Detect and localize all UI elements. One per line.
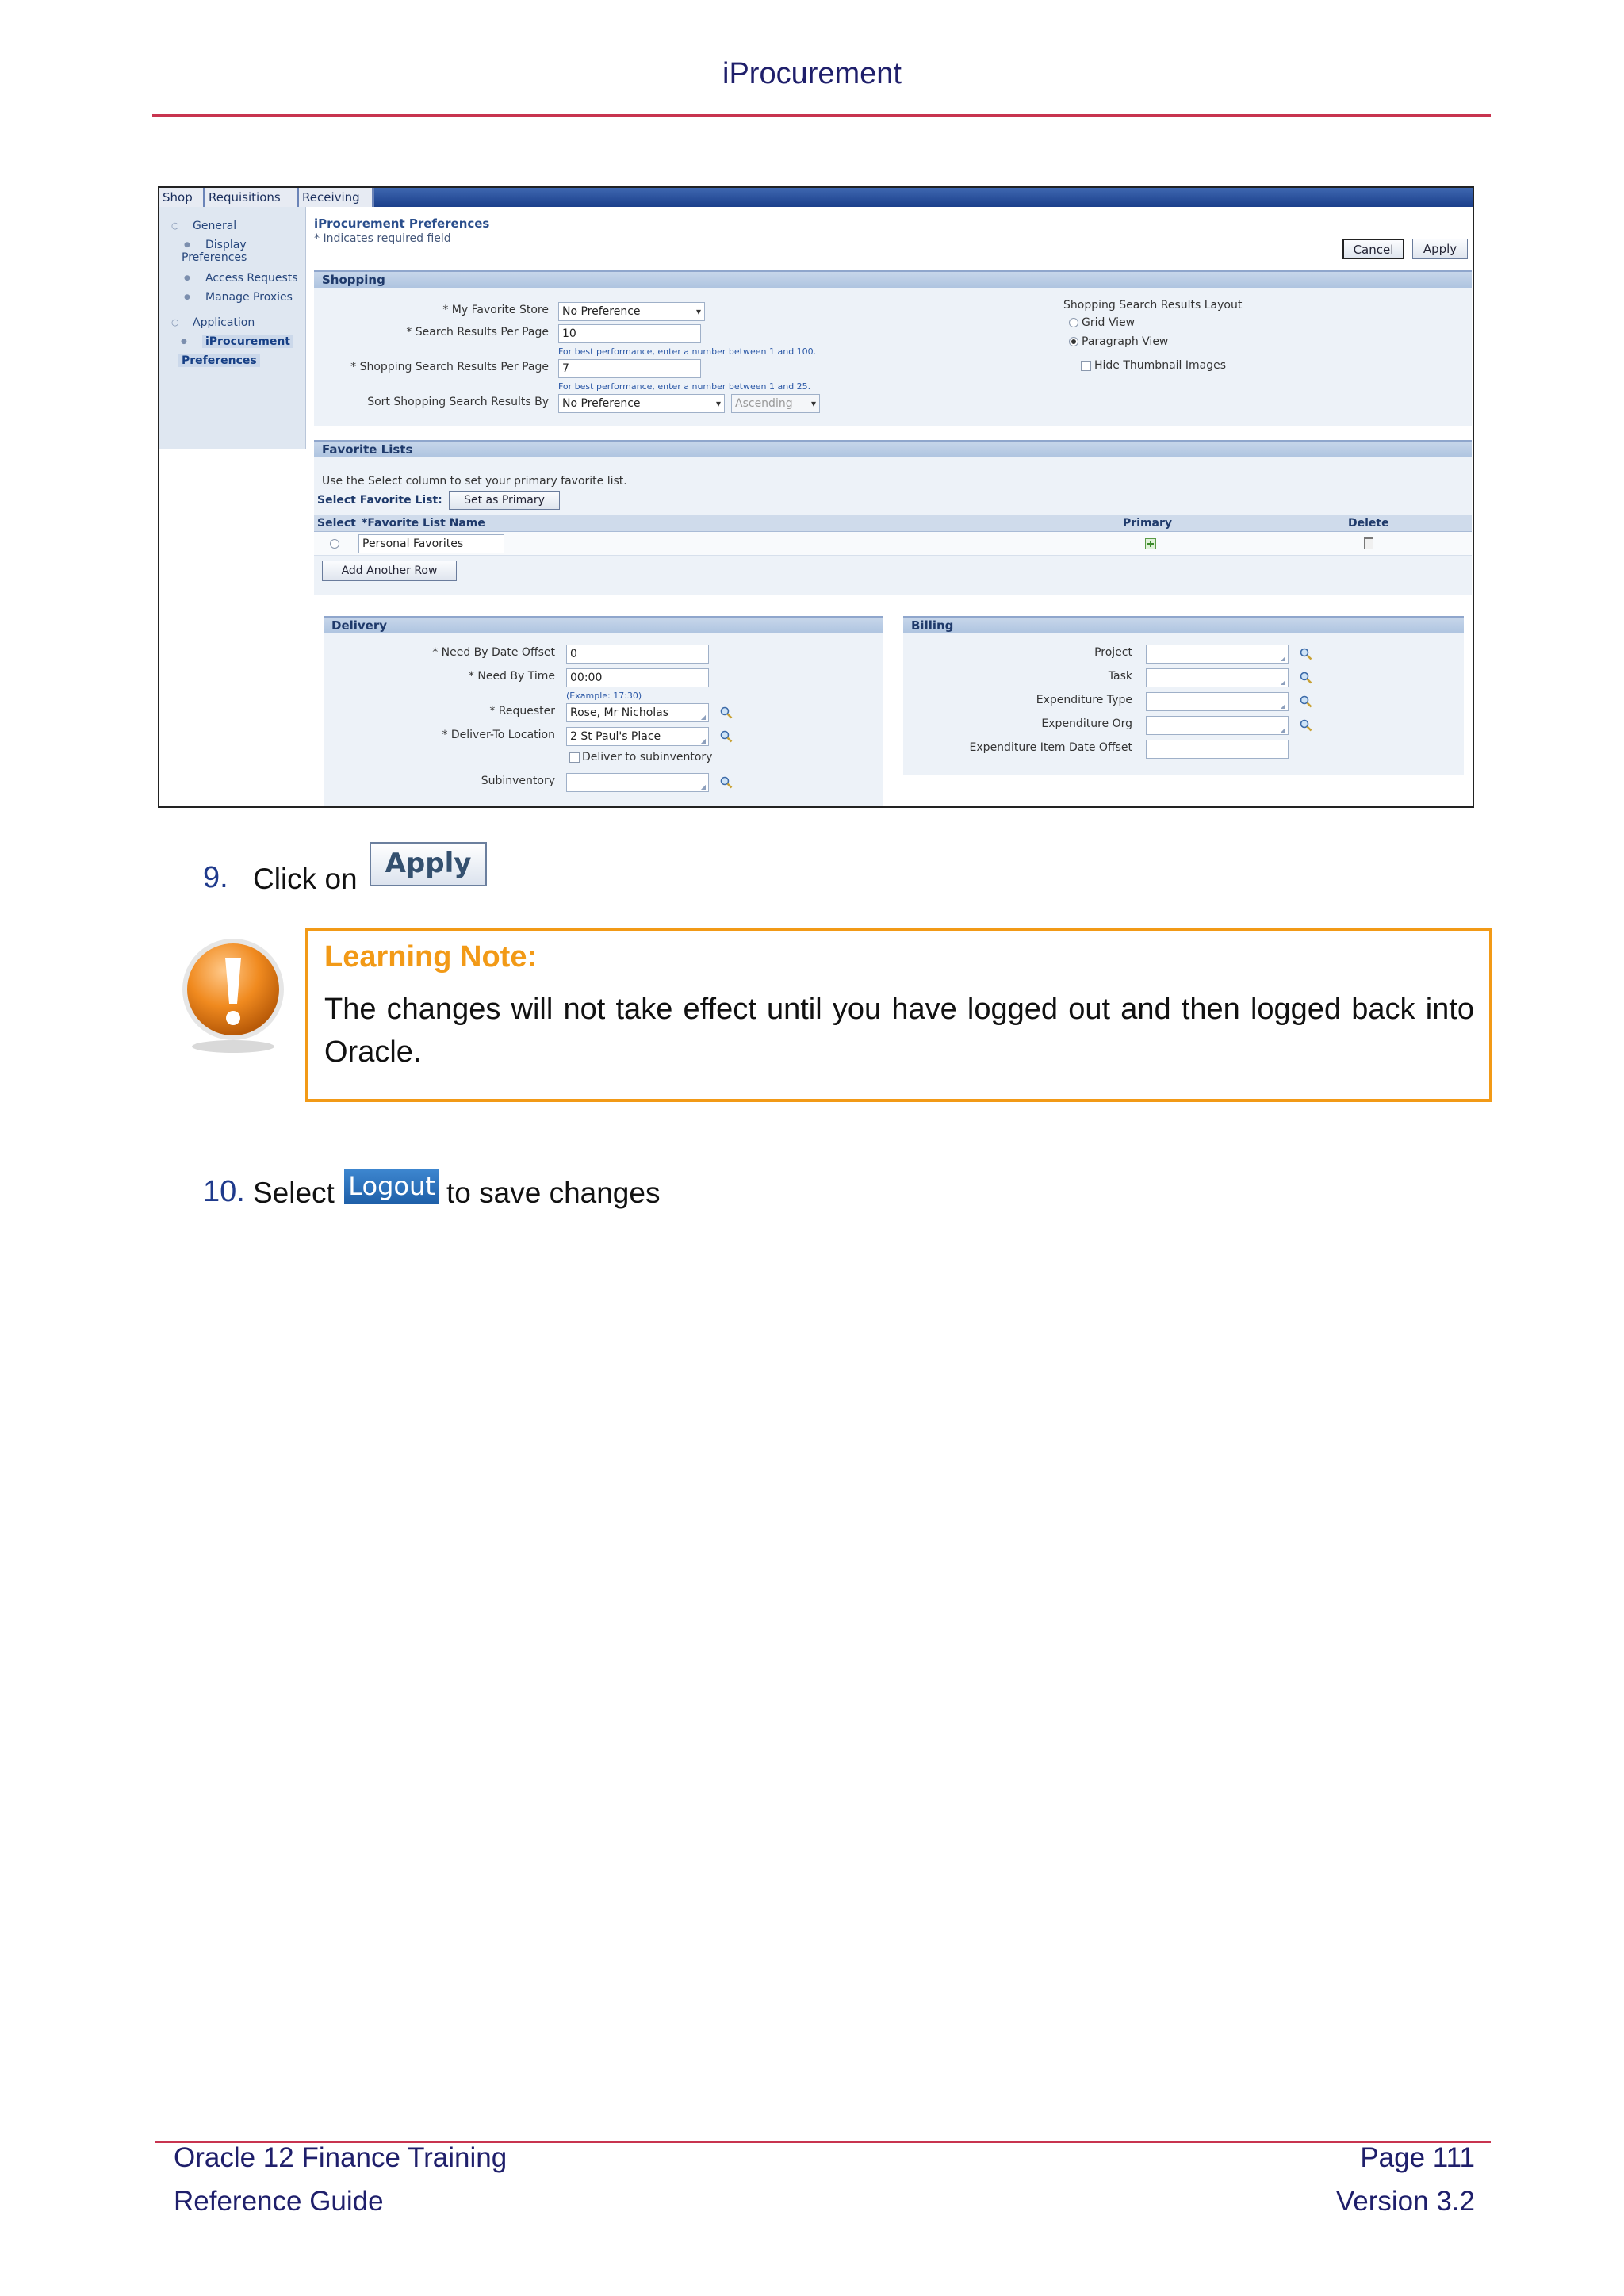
col-select: Select xyxy=(317,517,356,530)
sort-order-select[interactable]: Ascending ▾ xyxy=(731,394,820,413)
page-header: iProcurement xyxy=(722,57,902,90)
expenditure-date-input[interactable] xyxy=(1146,740,1289,759)
add-another-row-button[interactable]: Add Another Row xyxy=(322,561,457,581)
footer-version: Version 3.2 xyxy=(1335,2186,1475,2217)
col-delete: Delete xyxy=(1348,517,1389,530)
shop-results-input[interactable]: 7 xyxy=(558,359,701,378)
results-per-page-input[interactable]: 10 xyxy=(558,324,701,343)
favorite-store-select[interactable]: No Preference ▾ xyxy=(558,302,705,321)
step-9-number: 9. xyxy=(203,861,228,894)
expenditure-org-label: Expenditure Org xyxy=(1041,718,1132,730)
favorite-lists-section xyxy=(314,440,1472,595)
search-icon[interactable] xyxy=(720,730,733,743)
search-icon[interactable] xyxy=(1300,719,1312,732)
tab-receiving[interactable]: Receiving xyxy=(299,188,374,207)
billing-section xyxy=(903,616,1464,775)
expenditure-type-label: Expenditure Type xyxy=(1036,694,1132,706)
grid-view-radio[interactable] xyxy=(1069,318,1078,327)
billing-heading: Billing xyxy=(903,616,1464,633)
nav-general[interactable]: ○ General xyxy=(193,220,236,232)
delivery-section xyxy=(324,616,883,808)
sort-results-select[interactable]: No Preference ▾ xyxy=(558,394,725,413)
paragraph-view-radio[interactable] xyxy=(1069,337,1078,346)
learning-note-title: Learning Note: xyxy=(324,940,538,974)
subinventory-label: Subinventory xyxy=(481,775,555,787)
shop-results-hint: For best performance, enter a number between 1 and 25. xyxy=(558,381,811,392)
cancel-button[interactable]: Cancel xyxy=(1342,239,1404,259)
footer-page-number: Page 111 xyxy=(1360,2142,1475,2173)
nav-access-requests[interactable]: ● Access Requests xyxy=(205,272,298,285)
trash-icon[interactable] xyxy=(1364,537,1373,549)
learning-note-text: The changes will not take effect until you have logged out and then logged back into Oracle. xyxy=(324,993,1474,1069)
nav-display-preferences-2[interactable]: Preferences xyxy=(182,251,247,264)
step-10-rest: to save changes xyxy=(446,1177,661,1209)
need-by-offset-label: * Need By Date Offset xyxy=(432,646,555,659)
search-icon[interactable] xyxy=(1300,695,1312,708)
results-per-page-hint: For best performance, enter a number between 1 and 100. xyxy=(558,346,817,357)
deliver-subinventory-checkbox[interactable] xyxy=(569,752,580,763)
set-as-primary-button[interactable]: Set as Primary xyxy=(449,491,560,510)
subinventory-input[interactable] xyxy=(566,773,709,792)
expenditure-org-input[interactable] xyxy=(1146,716,1289,735)
preferences-screenshot xyxy=(158,186,1474,808)
apply-button[interactable]: Apply xyxy=(1412,239,1468,259)
tab-requisitions[interactable]: Requisitions xyxy=(205,188,299,207)
search-icon[interactable] xyxy=(720,706,733,719)
page-title: iProcurement Preferences xyxy=(314,216,490,231)
col-primary: Primary xyxy=(1123,517,1173,530)
deliver-subinventory-label: Deliver to subinventory xyxy=(582,751,713,763)
tab-bar xyxy=(159,188,1473,207)
step-10-select: Select xyxy=(253,1177,335,1209)
footer-guide-title: Reference Guide xyxy=(174,2186,384,2217)
primary-check-icon[interactable] xyxy=(1145,538,1156,549)
project-label: Project xyxy=(1094,646,1132,659)
hide-thumbnails-checkbox[interactable] xyxy=(1081,361,1091,371)
shop-results-label: * Shopping Search Results Per Page xyxy=(350,361,549,373)
results-per-page-label: * Search Results Per Page xyxy=(406,326,549,339)
favorite-lists-heading: Favorite Lists xyxy=(314,440,1472,457)
left-navigation xyxy=(159,207,306,449)
time-example-hint: (Example: 17:30) xyxy=(566,691,642,701)
nav-manage-proxies[interactable]: ● Manage Proxies xyxy=(205,291,293,304)
layout-label: Shopping Search Results Layout xyxy=(1063,299,1243,312)
deliver-to-input[interactable]: 2 St Paul's Place ◢ xyxy=(566,727,709,746)
step-10-number: 10. xyxy=(203,1175,245,1208)
tab-shop[interactable]: Shop xyxy=(159,188,205,207)
project-input[interactable] xyxy=(1146,645,1289,664)
need-by-time-input[interactable]: 00:00 xyxy=(566,668,709,687)
favorite-store-label: * My Favorite Store xyxy=(442,304,549,316)
hide-thumbnails-label: Hide Thumbnail Images xyxy=(1094,359,1227,372)
nav-display-preferences[interactable]: ● Display xyxy=(205,239,247,251)
apply-button-image: Apply xyxy=(370,842,487,886)
search-icon[interactable] xyxy=(1300,672,1312,684)
favorites-table-header xyxy=(314,515,1472,532)
header-divider xyxy=(152,114,1491,117)
nav-iprocurement[interactable]: ● iProcurement xyxy=(202,335,293,348)
col-favorite-name: *Favorite List Name xyxy=(362,517,485,530)
nav-application[interactable]: ○ Application xyxy=(193,316,255,329)
nav-iprocurement-preferences[interactable]: Preferences xyxy=(178,354,260,367)
delivery-heading: Delivery xyxy=(324,616,883,633)
expenditure-type-input[interactable] xyxy=(1146,692,1289,711)
step-9-text: Click on xyxy=(253,863,358,895)
warning-icon xyxy=(179,936,287,1054)
deliver-to-label: * Deliver-To Location xyxy=(442,729,555,741)
need-by-offset-input[interactable]: 0 xyxy=(566,645,709,664)
task-label: Task xyxy=(1108,670,1132,683)
table-row xyxy=(314,532,1472,556)
favorite-name-input[interactable]: Personal Favorites xyxy=(358,534,504,553)
learning-note-box xyxy=(305,928,1492,1102)
shopping-heading: Shopping xyxy=(314,270,1472,288)
required-field-note: * Indicates required field xyxy=(314,232,451,245)
select-favorite-label: Select Favorite List: xyxy=(317,494,442,507)
sort-results-label: Sort Shopping Search Results By xyxy=(367,396,549,408)
search-icon[interactable] xyxy=(1300,648,1312,660)
favorite-select-radio[interactable] xyxy=(330,539,339,549)
search-icon[interactable] xyxy=(720,776,733,789)
paragraph-view-label: Paragraph View xyxy=(1082,335,1169,348)
footer-course-title: Oracle 12 Finance Training xyxy=(174,2142,508,2173)
shopping-section xyxy=(314,270,1472,426)
requester-label: * Requester xyxy=(489,705,555,718)
expenditure-date-label: Expenditure Item Date Offset xyxy=(969,741,1132,754)
need-by-time-label: * Need By Time xyxy=(468,670,555,683)
task-input[interactable] xyxy=(1146,668,1289,687)
grid-view-label: Grid View xyxy=(1082,316,1136,329)
requester-input[interactable]: Rose, Mr Nicholas ◢ xyxy=(566,703,709,722)
logout-button-image: Logout xyxy=(344,1169,439,1204)
favorite-instruction: Use the Select column to set your primary favorite list. xyxy=(322,475,627,488)
